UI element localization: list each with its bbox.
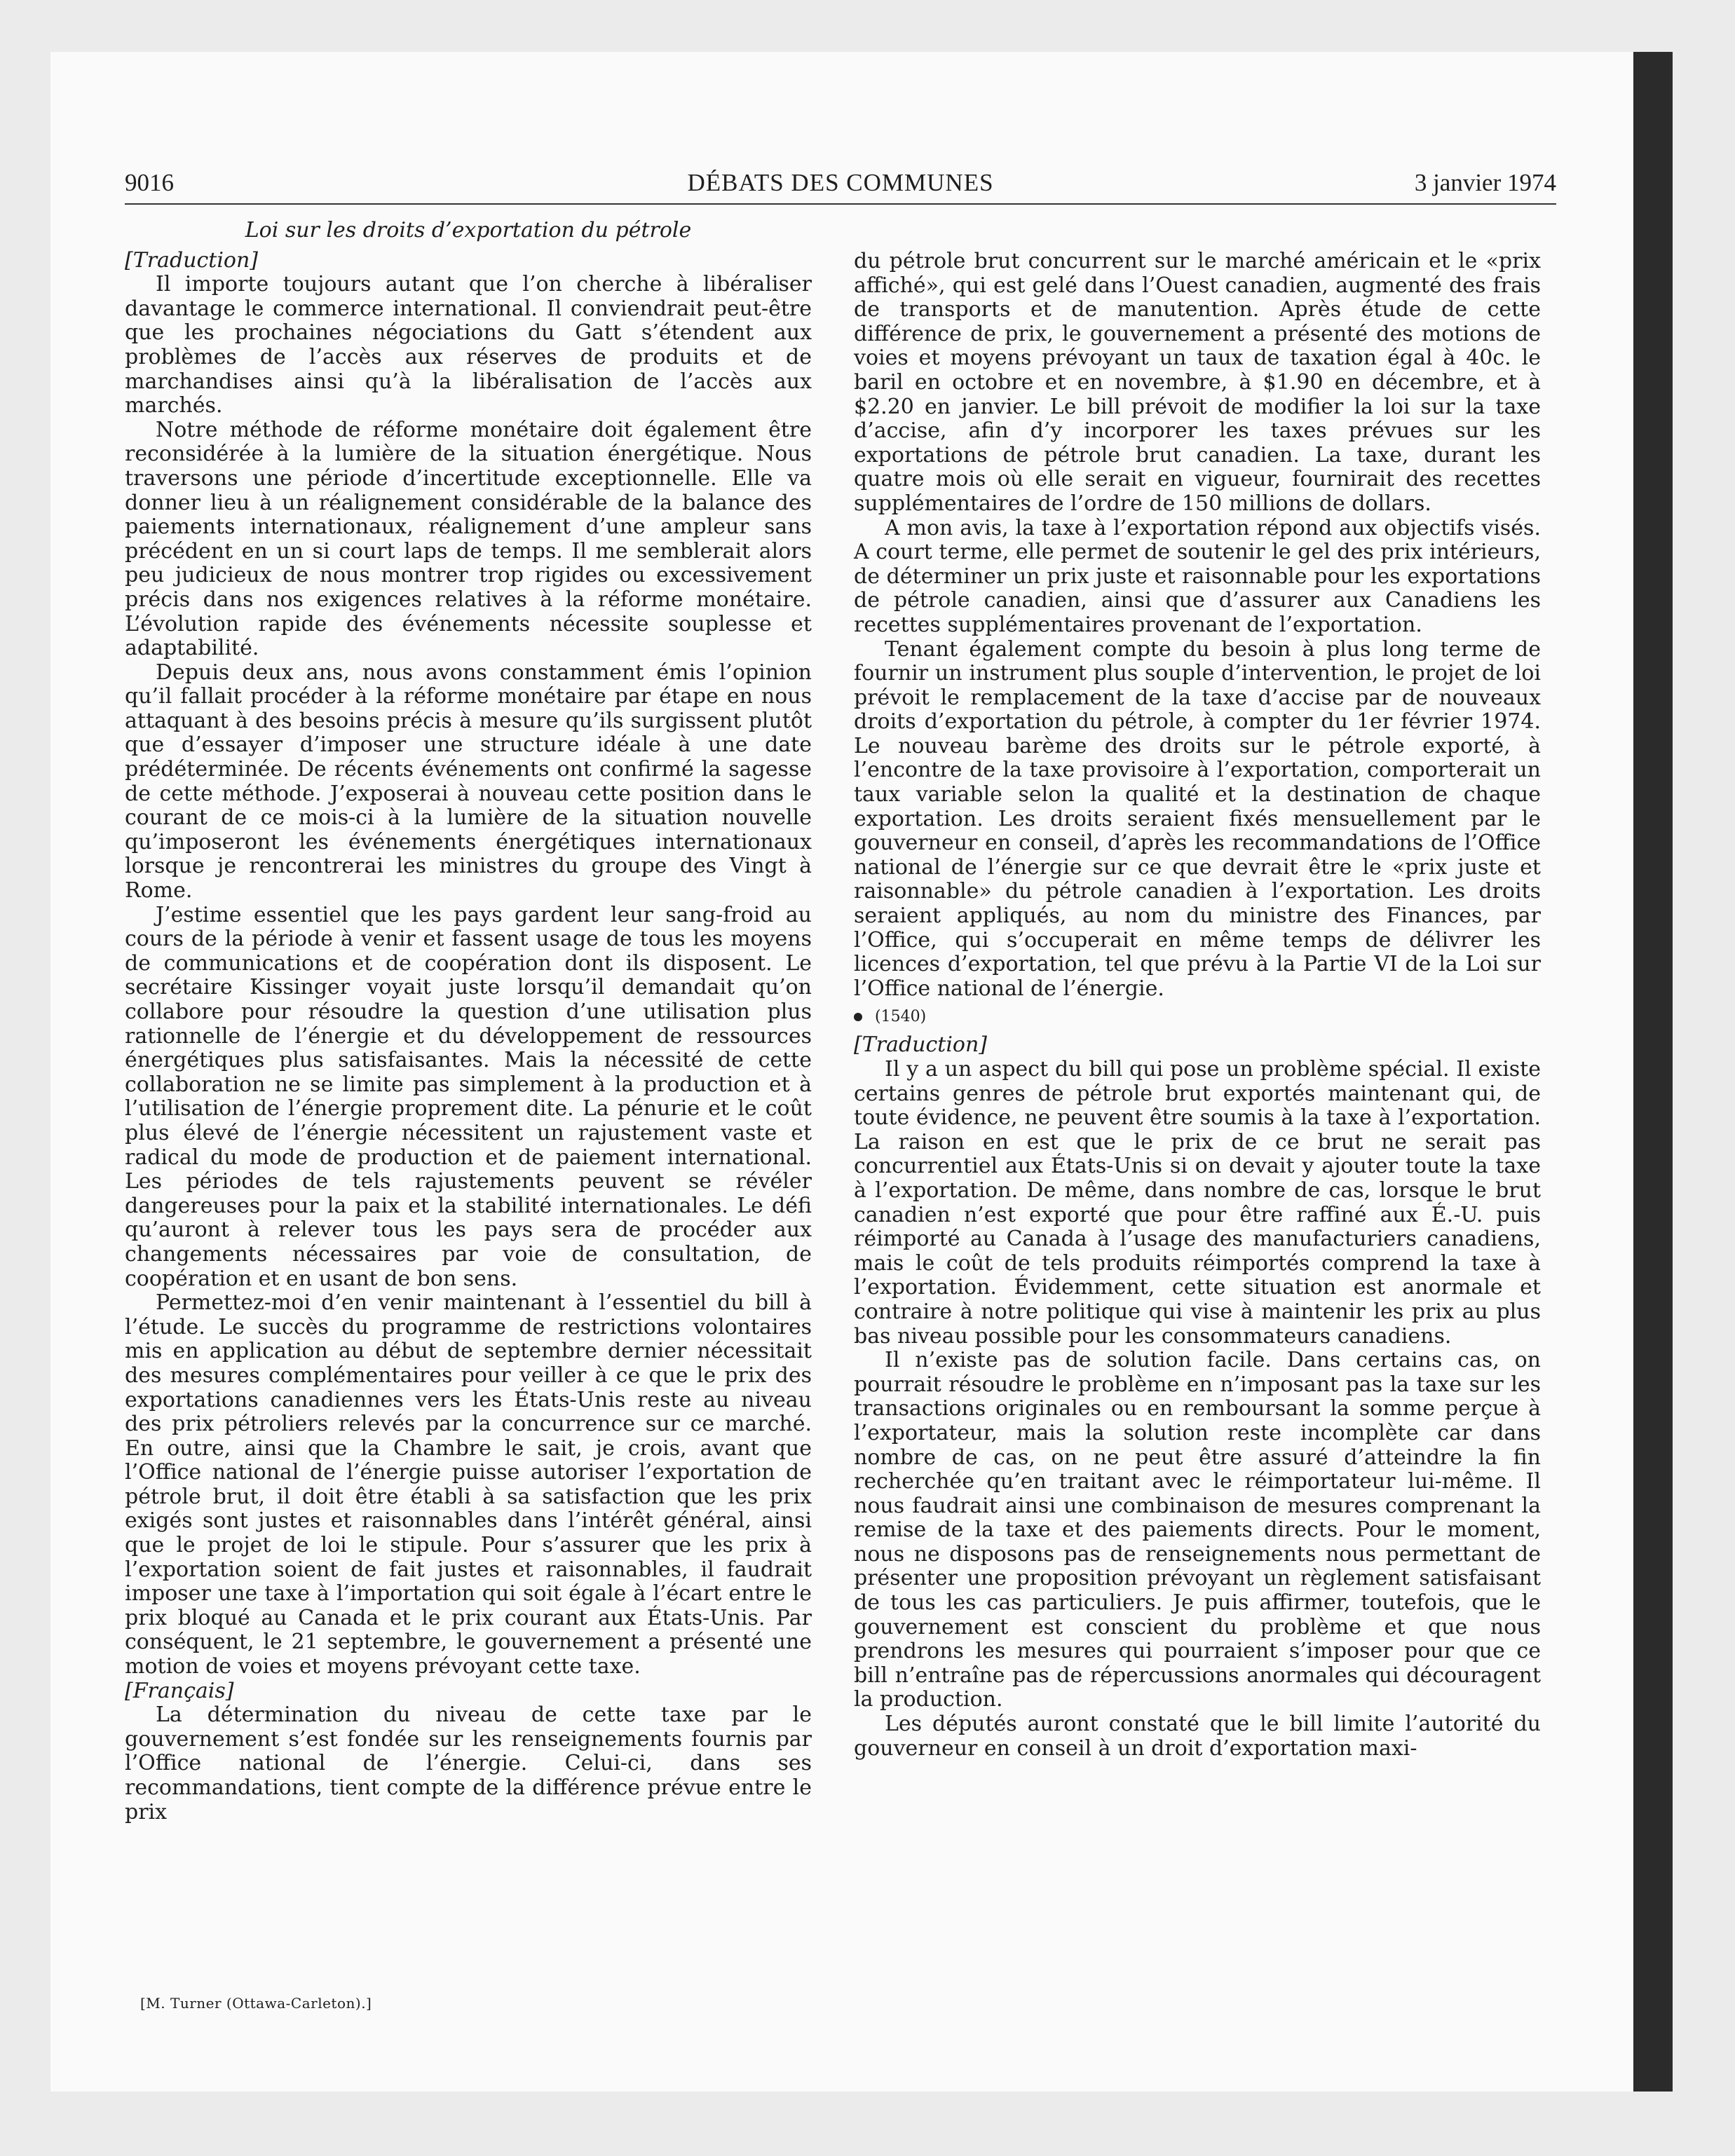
paragraph: Depuis deux ans, nous avons constamment émis l’opinion qu’il fallait procéder à la réforme monétaire par étape en nous attaquant à des besoins précis à mesure qu’ils surgissent plutôt que d’essayer d’imposer une structure idéale à une date prédéterminée. De récents événements ont confirmé la sagesse de cette méthode. J’exposerai à nouveau cette position dans le courant de ce mois-ci à la lumière de la situation nouvelle qu’imposeront les événements énergétiques internationaux lorsque je rencontrerai les ministres du groupe des Vingt à Rome. [125,660,812,903]
paragraph: Tenant également compte du besoin à plus long terme de fournir un instrument plus souple d’intervention, le projet de loi prévoit le remplacement de la taxe d’accise par de nouveaux droits d’exportation du pétrole, à compter du 1er février 1974. Le nouveau barème des droits sur le pétrole exporté, à l’encontre de la taxe provisoire à l’exportation, comporterait un taux variable selon la qualité et la destination de chaque exportation. Les droits seraient fixés mensuellement par le gouverneur en conseil, d’après les recommandations de l’Office national de l’énergie sur ce que devrait être le «prix juste et raisonnable» du pétrole canadien à l’exportation. Les droits seraient appliqués, au nom du ministre des Finances, par l’Office, qui s’occuperait en même temps de délivrer les licences d’exportation, tel que prévu à la Partie VI de la Loi sur l’Office national de l’énergie. [854,636,1541,1001]
paragraph: Permettez-moi d’en venir maintenant à l’essentiel du bill à l’étude. Le succès du programme de restrictions volontaires mis en application au début de septembre dernier nécessitait des mesures complémentaires pour veiller à ce que le prix des exportations canadiennes vers les États-Unis reste au niveau des prix pétroliers relevés par la concurrence sur ce marché. En outre, ainsi que la Chambre le sait, je crois, avant que l’Office national de l’énergie puisse autoriser l’exportation de pétrole brut, il doit être établi à sa satisfaction que les prix exigés sont justes et raisonnables dans l’intérêt général, ainsi que le projet de loi le stipule. Pour s’assurer que les prix à l’exportation soient de fait justes et raisonnables, il faudrait imposer une taxe à l’importation qui soit égale à l’écart entre le prix bloqué au Canada et le prix courant aux États-Unis. Par conséquent, le 21 septembre, le gouvernement a présenté une motion de voies et moyens prévoyant cette taxe. [125,1290,812,1679]
page-number: 9016 [125,169,174,196]
left-column [125,219,812,1824]
paragraph: J’estime essentiel que les pays gardent leur sang-froid au cours de la période à venir et fassent usage de tous les moyens de communications et de coopération dont ils disposent. Le secrétaire Kissinger voyait juste lorsqu’il demandait qu’on collabore pour résoudre la question d’une utilisation plus rationnelle de l’énergie et du développement de ressources énergétiques plus satisfaisantes. Mais la nécessité de cette collaboration ne se limite pas simplement à la production et à l’utilisation de l’énergie proprement dite. La pénurie et le coût plus élevé de l’énergie nécessitent un rajustement vaste et radical du mode de production et de paiement international. Les périodes de tels rajustements peuvent se révéler dangereuses pour la paix et la stabilité internationales. Le défi qu’auront à relever tous les pays sera de procéder aux changements nécessaires par voie de consultation, de coopération et en usant de bon sens. [125,902,812,1291]
page-date: 3 janvier 1974 [1414,169,1556,196]
paragraph: Notre méthode de réforme monétaire doit également être reconsidérée à la lumière de la situation énergétique. Nous traversons une période d’incertitude exceptionnelle. Elle va donner lieu à un réalignement considérable de la balance des paiements internationaux, réalignement d’une ampleur sans précédent en un si court laps de temps. Il me semblerait alors peu judicieux de nous montrer trop rigides ou excessivement précis dans nos exigences relatives à la réforme monétaire. L’évolution rapide des événements nécessite souplesse et adaptabilité. [125,417,812,661]
paragraph: Il importe toujours autant que l’on cherche à libéraliser davantage le commerce international. Il conviendrait peut-être que les prochaines négociations du Gatt s’étendent aux problèmes de l’accès aux réserves de produits et de marchandises ainsi qu’à la libéralisation de l’accès aux marchés. [125,272,812,418]
paragraph: Les députés auront constaté que le bill limite l’autorité du gouverneur en conseil à un droit d’exportation maxi- [854,1712,1541,1761]
paragraph: Il n’existe pas de solution facile. Dans certains cas, on pourrait résoudre le problème en n’imposant pas la taxe sur les transactions originales ou en remboursant la somme perçue à l’exportateur, mais la solution reste incomplète car dans nombre de cas, on ne peut être assuré d’atteindre la fin recherchée qu’en traitant avec le réimportateur lui-même. Il nous faudrait ainsi une combinaison de mesures comprenant la remise de la taxe et des paiements directs. Pour le moment, nous ne disposons pas de renseignements nous permettant de présenter une proposition prévoyant un règlement satisfaisant de tous les cas particuliers. Je puis affirmer, toutefois, que le gouvernement est conscient du problème et que nous prendrons les mesures qui pourraient s’imposer pour que ce bill n’entraîne pas de répercussions anormales qui découragent la production. [854,1348,1541,1712]
paragraph: du pétrole brut concurrent sur le marché américain et le «prix affiché», qui est gelé dans l’Ouest canadien, augmenté des frais de transports et de manutention. Après étude de cette différence de prix, le gouvernement a présenté des motions de voies et moyens prévoyant un taux de taxation égal à 40c. le baril en octobre et en novembre, à $1.90 en décembre, et à $2.20 en janvier. Le bill prévoit de modifier la loi sur la taxe d’accise, afin d’y incorporer les taxes prévues sur les exportations de pétrole brut canadien. La taxe, durant les quatre mois où elle serait en vigueur, fournirait des recettes supplémentaires de l’ordre de 150 millions de dollars. [854,249,1541,516]
page-header [125,168,1556,205]
publication-title: DÉBATS DES COMMUNES [687,169,994,196]
translation-tag: [Traduction] [854,1032,988,1058]
paragraph: La détermination du niveau de cette taxe par le gouvernement s’est fondée sur les renseignements fournis par l’Office national de l’énergie. Celui-ci, dans ses recommandations, tient compte de la différence prévue entre le prix [125,1703,812,1824]
section-subhead: Loi sur les droits d’exportation du pétrole [245,218,692,243]
time-marker [854,1005,1541,1029]
paragraph: A mon avis, la taxe à l’exportation répond aux objectifs visés. A court terme, elle permet de soutenir le gel des prix intérieurs, de déterminer un prix juste et raisonnable pour les exportations de pétrole canadien, ainsi que d’assurer aux Canadiens les recettes supplémentaires provenant de l’exportation. [854,515,1541,637]
speaker-footer: [M. Turner (Ottawa-Carleton).] [140,1995,372,2012]
right-column [854,250,1541,1761]
time-marker-label: (1540) [875,1008,927,1026]
bullet-dot-icon [854,1013,862,1021]
translation-tag: [Traduction] [125,247,259,273]
paragraph: Il y a un aspect du bill qui pose un problème spécial. Il existe certains genres de pétrole brut exportés maintenant qui, de toute évidence, ne peuvent être soumis à la taxe à l’exportation. La raison en est que le prix de ce brut ne serait pas concurrentiel aux États-Unis si on devait y ajouter toute la taxe à l’exportation. De même, dans nombre de cas, lorsque le brut canadien n’est exporté que pour être raffiné aux É.-U. puis réimporté au Canada à l’usage des manufacturiers canadiens, mais le coût de tels produits réimportés comprend la taxe à l’exportation. Évidemment, cette situation est anormale et contraire à notre politique qui vise à maintenir les prix au plus bas niveau possible pour les consommateurs canadiens. [854,1057,1541,1349]
language-tag: [Français] [125,1678,234,1703]
scan-edge-shadow [1633,52,1673,2092]
